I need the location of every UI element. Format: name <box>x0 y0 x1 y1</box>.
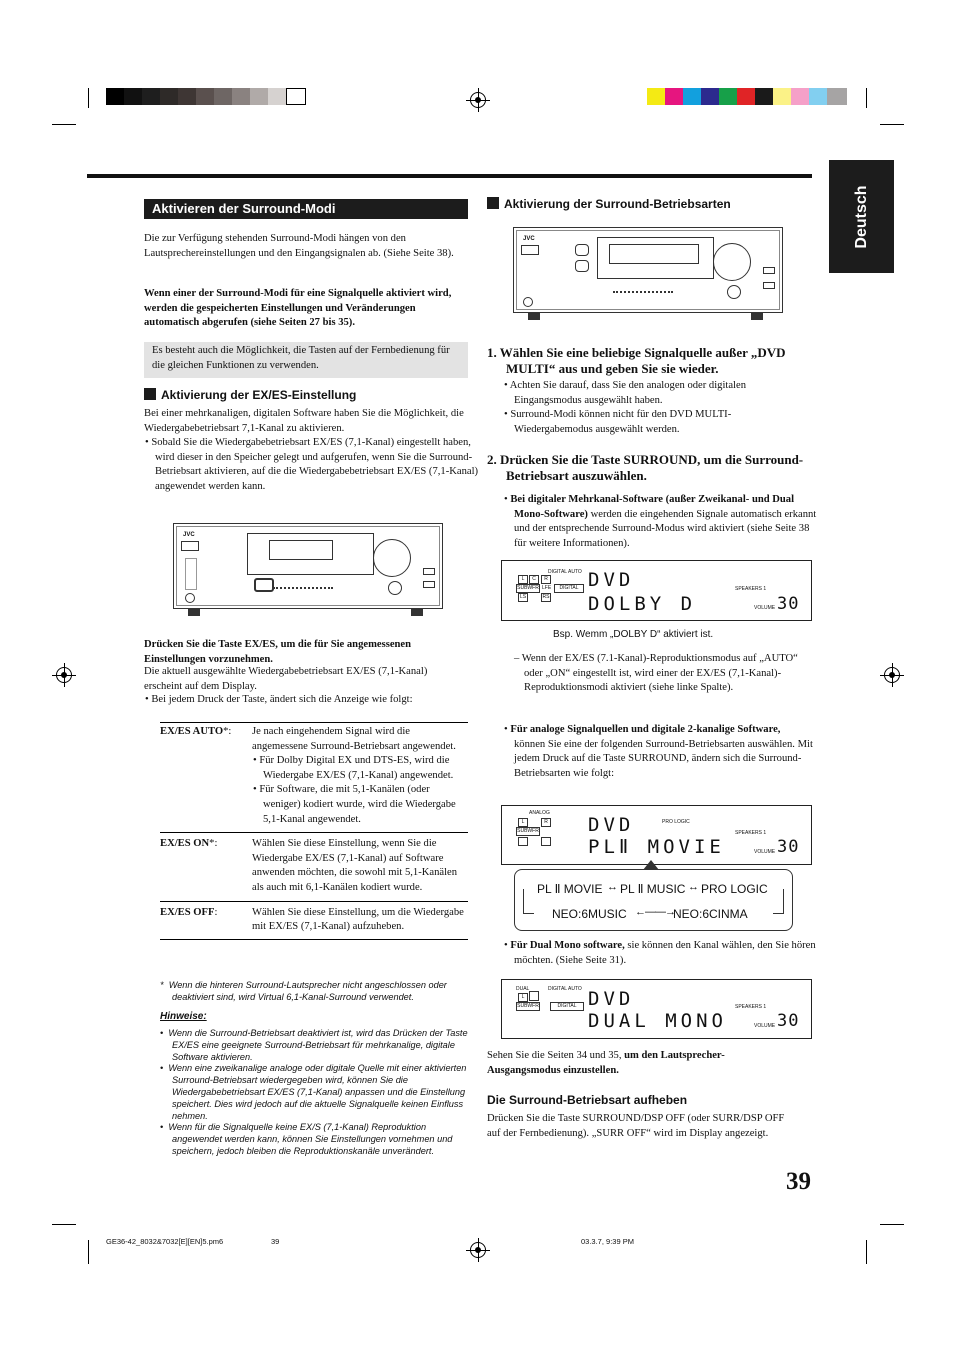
digital-bullet: • Bei digitaler Mehrkanal-Software (außer Zweikanal- und Dual Mono-Software) werden die eingehenden Signale automatisch erkannt und der entsprechende Surround-Modus wird aktiviert (siehe Seite 38 für weitere Informationen). <box>504 494 817 549</box>
note-box <box>144 342 468 378</box>
dash-note: – Wenn der EX/ES (7.1-Kanal)-Reproduktionsmodus auf „AUTO“ oder „ON“ eingestellt ist, wird einer der EX/ES (7,1-Kanal)-Reproduktionsmodi aktiviert (siehe linke Spalte). <box>514 653 798 694</box>
step-1-bullets <box>503 379 793 437</box>
list-item: • Wenn für die Signalquelle keine EX/S (7,1-Kanal) Reproduktion angewendet werden kann, können Sie Einstellungen vornehmen und speichern, jedoch bleiben die Reproduktionskanäle unverändert. <box>160 1122 453 1156</box>
subheading-ex-es: Aktivierung der EX/ES-Einstellung <box>144 388 356 402</box>
receiver-illustration: JVC <box>513 227 785 327</box>
mode-pl2-movie: PL Ⅱ MOVIE <box>537 882 603 896</box>
arrow-icon: ↔ <box>607 881 618 893</box>
language-tab: Deutsch <box>829 160 894 273</box>
receiver-illustration: JVC <box>173 523 443 623</box>
intro-text: Die zur Verfügung stehenden Surround-Modi hängen von den Lautsprechereinstellungen und den Eingangsignalen ab. (Siehe Seite 38). <box>144 233 454 259</box>
registration-mark-icon <box>884 667 900 683</box>
press-paragraph: Die aktuell ausgewählte Wiedergabebetriebsart EX/ES (7,1-Kanal) erscheint auf dem Display. <box>144 666 428 692</box>
footer-date: 03.3.7, 9:39 PM <box>581 1237 634 1246</box>
step-2: 2. Drücken Sie die Taste SURROUND, um die Surround-Betriebsart auszuwählen. <box>487 452 804 483</box>
mode-pl2-music: PL Ⅱ MUSIC <box>620 882 686 896</box>
mode-neo6-music: NEO:6MUSIC <box>552 907 627 921</box>
footer-file: GE36-42_8032&7032[E][EN]5.pm6 <box>106 1237 224 1246</box>
cancel-paragraph: Drücken Sie die Taste SURROUND/DSP OFF (oder SURR/DSP OFF auf der Fernbedienung). „SURR OFF“ wird im Display angezeigt. <box>487 1113 785 1139</box>
arrow-icon: ←——→ <box>635 906 675 918</box>
table-row: EX/ES OFF: Wählen Sie diese Einstellung, um die Wiedergabe mit EX/ES (7,1-Kanal) aufzuheben. <box>160 901 468 940</box>
intro-bold-text: Wenn einer der Surround-Modi für eine Signalquelle aktiviert wird, werden die gespeicherten Einstellungen und Veränderungen automatisch abgerufen (siehe Seiten 27 bis 35). <box>144 288 452 329</box>
press-instruction: Drücken Sie die Taste EX/ES, um die für Sie angemessenen Einstellungen vorzunehmen. <box>144 639 412 665</box>
page-number: 39 <box>786 1168 811 1195</box>
arrow-icon: ↔ <box>688 881 699 893</box>
display-pl2-movie: ANALOG L R SUBWFR PRO LOGIC DVD PLⅡ MOVIE SPEAKERS 1 VOLUME 30 <box>501 805 812 865</box>
display-dolby-d: DIGITAL AUTO L C R SUBWFR LFE DIGITAL LS RS DVD DOLBY D SPEAKERS 1 VOLUME 30 <box>501 560 812 621</box>
list-item: • Achten Sie darauf, dass Sie den analogen oder digitalen Eingangsmodus ausgewählt haben. <box>504 380 747 406</box>
display-caption: Bsp. Wemm „DOLBY D“ aktiviert ist. <box>553 629 714 640</box>
ex-es-paragraph: Bei einer mehrkanaligen, digitalen Software haben Sie die Möglichkeit, die Wiedergabebetriebsart 7,1-Kanal zu aktivieren. <box>144 408 464 434</box>
press-bullet: • Bei jedem Druck der Taste, ändert sich die Anzeige wie folgt: <box>145 694 413 705</box>
subheading-surround: Aktivierung der Surround-Betriebsarten <box>487 197 731 211</box>
top-rule <box>87 174 812 178</box>
surround-cycle-diagram <box>514 869 793 931</box>
table-row: EX/ES ON*: Wählen Sie diese Einstellung, wenn Sie die Wiedergabe EX/ES (7,1-Kanal) auf Software anwenden möchten, die sowohl mit 5,1-Kanälen als auch mit 6,1-Kanälen kodiert wurde. <box>160 832 468 895</box>
list-item: • Wenn eine zweikanalige analoge oder digitale Quelle mit einer aktivierten Surround-Betriebsart wiedergegeben wird, können Sie die Wiedergabebetriebsart EX/ES (7,1-Kanal) anpassen und die Einstellung speichert. Dies wird jedoch auf die aktuelle Signalquelle keinen Einfluss nehmen. <box>160 1063 467 1121</box>
footnote: * Wenn die hinteren Surround-Lautsprecher nicht angeschlossen oder deaktiviert sind, wird Virtual 6,1-Kanal-Surround verwendet. <box>160 980 447 1003</box>
table-row: EX/ES AUTO*: Je nach eingehendem Signal wird die angemessene Surround-Betriebsart angewendet. • Für Dolby Digital EX und DTS-ES, wird die Wiedergabe EX/ES (7,1-Kanal) angewendet. • Für Software, die mit 5,1-Kanälen (oder weniger) kodiert wurde, wird die Wiedergabe 5,1-Kanal angewendet. <box>160 726 456 825</box>
hinweise-list <box>160 1028 470 1158</box>
list-item: • Surround-Modi können nicht für den DVD MULTI-Wiedergabemodus ausgewählt werden. <box>504 409 732 435</box>
mode-neo6-cinema: NEO:6CINMA <box>673 907 748 921</box>
registration-mark-icon <box>56 667 72 683</box>
display-dual-mono: DUAL DIGITAL AUTO L SUBWFR DIGITAL DVD DUAL MONO SPEAKERS 1 VOLUME 30 <box>501 979 812 1039</box>
hinweise-title: Hinweise: <box>160 1011 207 1022</box>
dual-mono-bullet: • Für Dual Mono software, sie können den Kanal wählen, den Sie hören möchten. (Siehe Seite 31). <box>504 940 816 966</box>
cancel-heading: Die Surround-Betriebsart aufheben <box>487 1093 688 1107</box>
mode-pro-logic: PRO LOGIC <box>701 882 768 896</box>
footer-page: 39 <box>271 1237 280 1246</box>
section-header: Aktivieren der Surround-Modi <box>144 199 468 219</box>
ex-es-bullet: • Sobald Sie die Wiedergabebetriebsart EX/ES (7,1-Kanal) eingestellt haben, wird dieser in den Speicher gelegt und aufgerufen, wenn Sie die Surround-Betriebsart aktivieren, auf die die Wiedergabebetriebsart EX/ES (7,1-Kanal) angewendet werden kann. <box>145 437 479 492</box>
analog-bullet: • Für analoge Signalquellen und digitale 2-kanalige Software, können Sie eine der folgenden Surround-Betriebsarten auswählen. Mit jedem Druck auf die Taste SURROUND, ändern sich die Surround-Betriebsarten wie folgt: <box>504 724 813 779</box>
note-text: Es besteht auch die Möglichkeit, die Tasten auf der Fernbedienung für die gleichen Funktionen zu verwenden. <box>152 345 450 371</box>
registration-mark-icon <box>470 92 486 108</box>
registration-mark-icon <box>470 1242 486 1258</box>
speaker-reference: Sehen Sie die Seiten 34 und 35, um den Lautsprecher-Ausgangsmodus einzustellen. <box>487 1050 725 1076</box>
step-1: 1. Wählen Sie eine beliebige Signalquelle außer „DVD MULTI“ aus und geben Sie sie wieder. <box>487 345 786 376</box>
ex-es-table <box>160 722 468 940</box>
list-item: • Wenn die Surround-Betriebsart deaktiviert ist, wird das Drücken der Taste EX/ES eine geeignete Surround-Betriebsart für mehrkanalige, digitale Software aktivieren. <box>160 1028 468 1062</box>
